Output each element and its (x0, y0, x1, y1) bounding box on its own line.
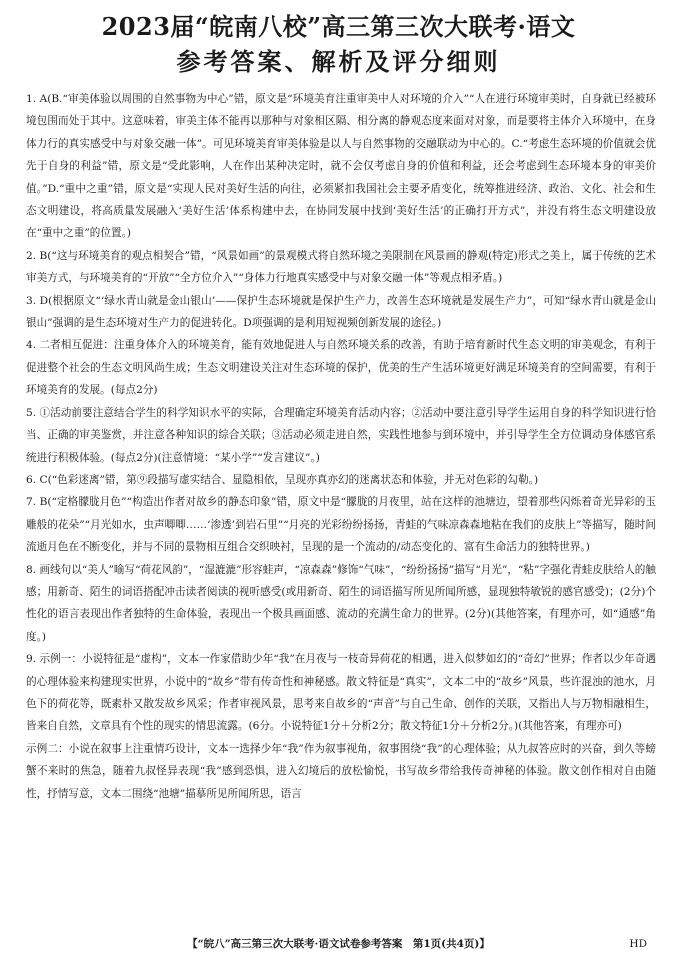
footer-caption: 【“皖八”高三第三次大联考·语文试卷参考答案 第1页(共4页)】 (187, 938, 490, 950)
answer-item-7: 7. B(“定格朦胧月色”“构造出作者对故乡的静态印象”错，原文中是“朦胧的月夜里，站在这样的池塘边，望着那些闪烁着奇光异彩的玉雕般的花朵”“月光如水，虫声唧唧……‘渗透’到岩石里”“月亮的光彩纷纷扬扬，青蛙的气味凉森森地粘在我们的皮肤上”等描写，随时间流逝月色在不断变化，并与不同的景物相互组合交织映衬，呈现的是一个流动的/动态变化的、富有生命活力的独特世界。) (26, 496, 656, 554)
page-title: 2023届“皖南八校”高三第三次大联考·语文 (101, 12, 576, 41)
page-subtitle: 参考答案、解析及评分细则 (176, 47, 501, 76)
answer-list (26, 88, 656, 805)
answer-item-6: 6. C(“色彩迷离”错，第⑨段描写虚实结合、显隐相依，呈现亦真亦幻的迷离状态和体验，并无对色彩的勾勒。) (26, 473, 539, 486)
answer-item-2: 2. B(“这与环境美育的观点相契合”错，“风景如画”的景观模式将自然环境之美限制在风景画的静观(特定)形式之美上，属于传统的艺术审美方式，与环境美育的“开放”“全方位介入”“身体力行地真实感受中与对象交融一体”等观点相矛盾。) (26, 249, 656, 285)
answer-item-8: 8. 画线句以“美人”喻写“荷花风韵”，“湿漉漉”形容蛙声，“凉森森”修饰“气味”，“纷纷扬扬”描写“月光”，“粘”字强化青蛙皮肤给人的触感；用新奇、陌生的词语搭配冲击读者阅读的视听感受(或用新奇、陌生的词语描写所见所闻所感，显现独特敏锐的感官感受)；(2分)个性化的语言表现出作者独特的生命体验，表现出一个极具画面感、流动的充满生命力的世界。(2分)(其他答案，有理亦可，如“通感”角度。) (26, 563, 656, 643)
answer-item-1: 1. A(B.“审美体验以周围的自然事物为中心”错，原文是“环境美育注重审美中人对环境的介入”“人在进行环境审美时，自身就已经被环境包围而处于其中。这意味着，审美主体不能再以那种与对象相区隔、相分离的静观态度来面对对象，而是要将主体介入环境中，在身体力行的真实感受中与对象交融一体”。可见环境美育审美体验是以人与自然事物的交融联动为中心的。C.“考虑生态环境的价值就会优先于自身的利益”错，原文是“受此影响，人在作出某种决定时，就不会仅考虑自身的价值和利益，还会考虑到生态环境本身的审美价值。”D.“重中之重”错，原文是“实现人民对美好生活的向往，必须紧扣我国社会主要矛盾变化，统筹推进经济、政治、文化、社会和生态文明建设，将高质量发展融入‘美好生活’体系构建中去，在协同发展中找到‘美好生活’的正确打开方式”，并没有将生态文明建设放在“重中之重”的位置。) (26, 93, 656, 240)
answer-item-5: 5. ①活动前要注意结合学生的科学知识水平的实际，合理确定环境美育活动内容；②活动中要注意引导学生运用自身的科学知识进行恰当、正确的审美鉴赏，并注意各种知识的综合关联；③活动必须走进自然，实践性地参与到环境中，并引导学生全方位调动身体感官系统进行积极体验。(每点2分)(注意情境：“某小学”“发言建议”。) (26, 406, 656, 464)
page-footer (0, 934, 677, 954)
answer-item-9-example-1: 9. 示例一：小说特征是“虚构”，文本一作家借助少年“我”在月夜与一枝奇异荷花的相遇，进入似梦如幻的“奇幻”世界；作者以少年奇遇的心理体验来构建现实世界，小说中的“故乡”带有传奇性和神秘感。散文特征是“真实”，文本二中的“故乡”风景，些许混浊的池水，月色下的荷花等，既素朴又散发故乡风采；作者审视风景，思考来自故乡的“声音”与自己生命、创作的关联，又指出人与万物相融相生，皆来自自然，文章具有个性的现实的情思流露。(6分。小说特征1分＋分析2分；散文特征1分＋分析2分。)(其他答案，有理亦可) (26, 653, 656, 733)
footer-code: HD (629, 938, 647, 950)
answer-item-9-example-2: 示例二：小说在叙事上注重情巧设计，文本一选择少年“我”作为叙事视角，叙事围绕“我”的心理体验；从九叔答应时的兴奋，到久等螃蟹不来时的焦急，随着九叔怪异表现“我”感到恐惧，进入幻境后的放松愉悦，书写故乡带给我传奇神秘的体验。散文创作相对自由随性，抒情写意，文本二围绕“池塘”描摹所见所闻所思，语言 (26, 742, 656, 800)
answer-item-3: 3. D(根据原文“‘绿水青山就是金山银山’——保护生态环境就是保护生产力，改善生态环境就是发展生产力”，可知“绿水青山就是金山银山”强调的是生态环境对生产力的促进转化。D项强调的是利用短视频创新发展的途径。) (26, 294, 656, 330)
answer-item-4: 4. 二者相互促进：注重身体介入的环境美育，能有效地促进人与自然环境关系的改善，有助于培育新时代生态文明的审美观念，有利于促进整个社会的生态文明风尚生成；生态文明建设关注对生态环境的保护，优美的生产生活环境更好满足环境美育的空间需要，有利于环境美育的发展。(每点2分) (26, 339, 656, 397)
